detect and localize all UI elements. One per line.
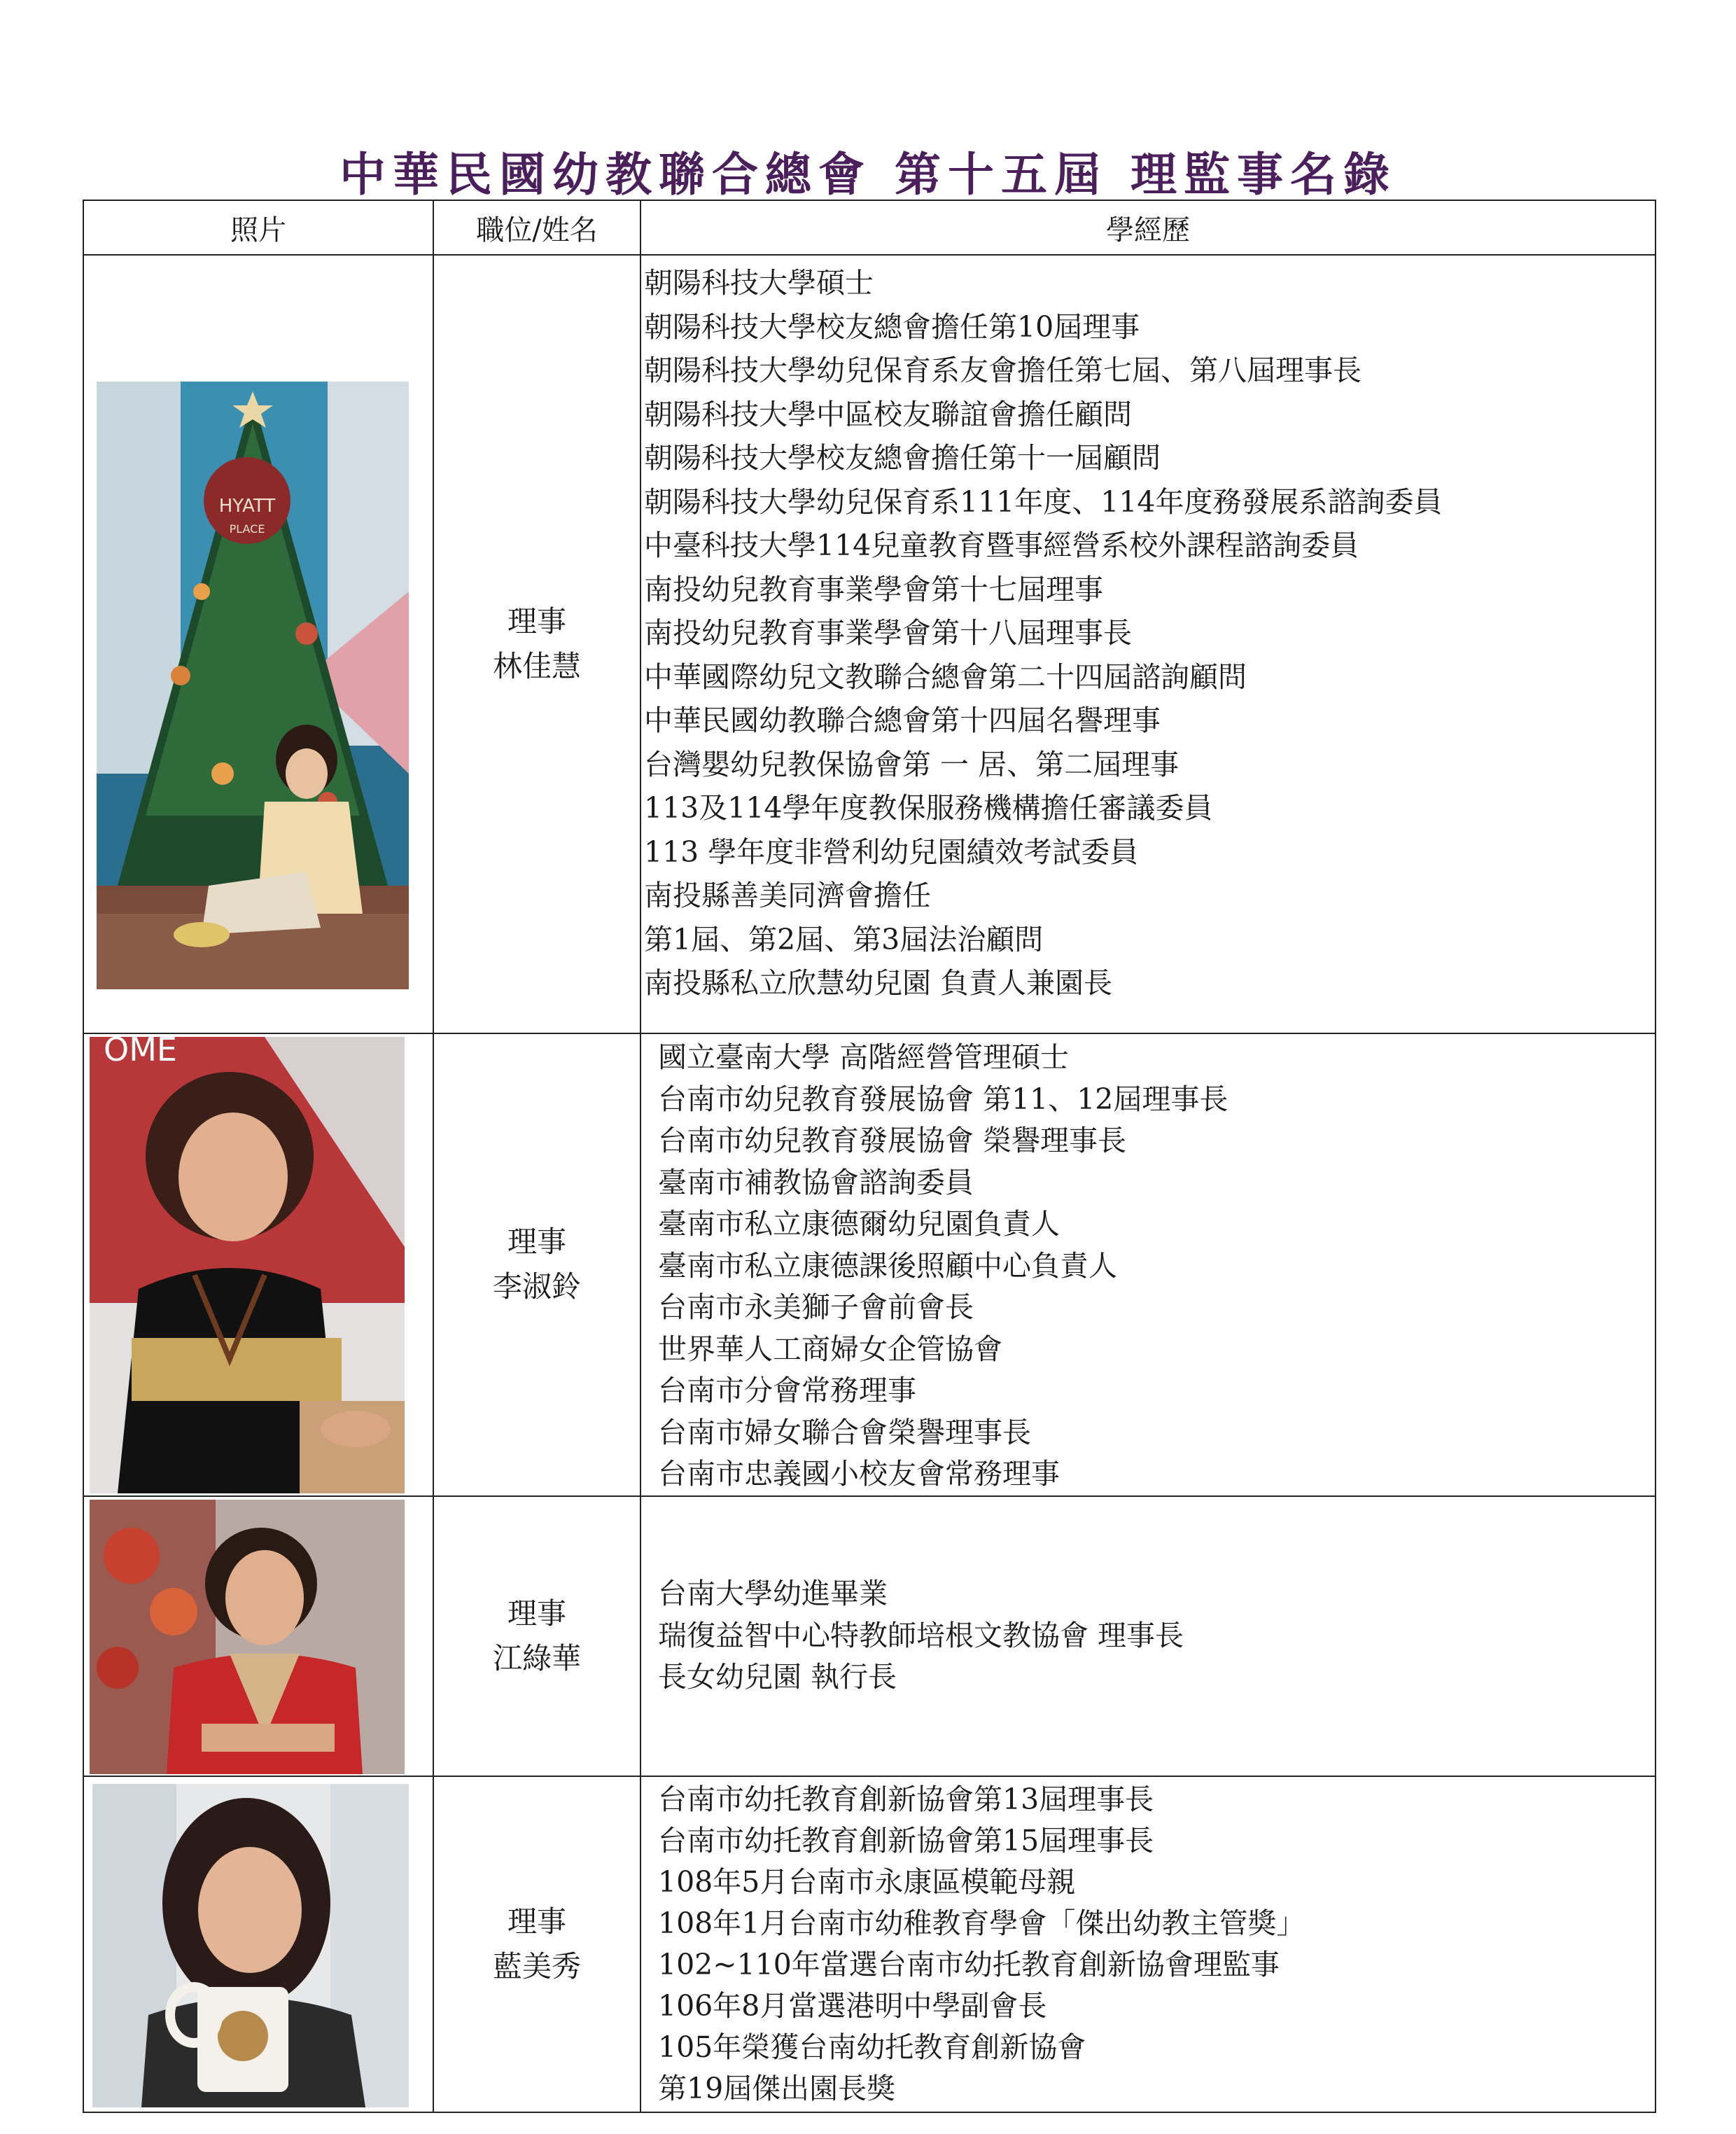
member-photo — [90, 1037, 405, 1493]
experience-item: 朝陽科技大學校友總會擔任第10屆理事 — [644, 309, 1140, 344]
photo-sign-text: HYATT — [218, 496, 276, 517]
experience-item: 朝陽科技大學校友總會擔任第十一屆顧問 — [644, 441, 1161, 475]
experience-item: 朝陽科技大學幼兒保育系111年度、114年度務發展系諮詢委員 — [644, 484, 1443, 519]
experience-cell — [640, 1033, 1656, 1496]
table-header-row — [83, 200, 1656, 255]
svg-text:PLACE: PLACE — [229, 522, 265, 536]
member-position: 理事 — [507, 604, 566, 639]
experience-list — [641, 1779, 1655, 2109]
photo-sign-text: OME — [104, 1037, 177, 1068]
board-members-table — [83, 200, 1656, 2113]
experience-item: 台南市幼托教育創新協會第15屆理事長 — [658, 1823, 1154, 1857]
experience-item: 世界華人工商婦女企管協會 — [658, 1332, 1002, 1366]
experience-item: 南投縣善美同濟會擔任 — [644, 879, 931, 912]
experience-item: 105年榮獲台南幼托教育創新協會 — [658, 2030, 1086, 2064]
header-position-name: 職位/姓名 — [433, 200, 640, 255]
experience-item: 瑞復益智中心特教師培根文教協會 理事長 — [658, 1618, 1184, 1652]
photo-cell — [83, 255, 433, 1033]
experience-item: 南投幼兒教育事業學會第十八屆理事長 — [644, 616, 1132, 650]
experience-list — [641, 1037, 1655, 1495]
photo-cell — [83, 1033, 433, 1496]
experience-item: 長女幼兒園 執行長 — [658, 1660, 897, 1694]
member-photo — [97, 382, 409, 989]
experience-item: 106年8月當選港明中學副會長 — [658, 1988, 1047, 2023]
member-photo — [90, 1500, 405, 1774]
table-row — [83, 1033, 1656, 1496]
experience-item: 中臺科技大學114兒童教育暨事經營系校外課程諮詢委員 — [644, 529, 1359, 562]
experience-item: 南投幼兒教育事業學會第十七屆理事 — [644, 572, 1103, 606]
member-name: 藍美秀 — [492, 1948, 581, 1983]
experience-list — [641, 1573, 1655, 1699]
table-row — [83, 1496, 1656, 1776]
member-position: 理事 — [507, 1225, 566, 1260]
experience-item: 台南市幼兒教育發展協會 第11、12屆理事長 — [658, 1082, 1228, 1116]
experience-item: 中華民國幼教聯合總會第十四屆名譽理事 — [644, 704, 1161, 737]
experience-item: 臺南市補教協會諮詢委員 — [658, 1165, 974, 1199]
experience-item: 第19屆傑出園長獎 — [658, 2071, 896, 2105]
photo-cell — [83, 1496, 433, 1776]
experience-item: 朝陽科技大學碩士 — [644, 266, 874, 300]
experience-item: 台南市幼兒教育發展協會 榮譽理事長 — [658, 1124, 1127, 1157]
position-name-cell — [433, 255, 640, 1033]
member-photo — [92, 1784, 409, 2107]
position-name-cell — [433, 1033, 640, 1496]
position-name-cell — [433, 1776, 640, 2112]
experience-item: 113 學年度非營利幼兒園績效考試委員 — [644, 835, 1139, 869]
experience-item: 108年5月台南市永康區模範母親 — [658, 1864, 1076, 1899]
experience-item: 臺南市私立康德爾幼兒園負責人 — [658, 1207, 1060, 1241]
table-row — [83, 1776, 1656, 2112]
photo-cell — [83, 1776, 433, 2112]
experience-item: 台南市婦女聯合會榮譽理事長 — [658, 1415, 1031, 1449]
member-name: 李淑鈴 — [492, 1269, 581, 1304]
experience-cell — [640, 1496, 1656, 1776]
experience-item: 台南大學幼進畢業 — [658, 1577, 888, 1611]
experience-cell — [640, 1776, 1656, 2112]
member-position: 理事 — [507, 1904, 566, 1939]
experience-item: 臺南市私立康德課後照顧中心負責人 — [658, 1248, 1117, 1283]
experience-item: 朝陽科技大學幼兒保育系友會擔任第七屆、第八屆理事長 — [644, 354, 1362, 387]
experience-item: 113及114學年度教保服務機構擔任審議委員 — [644, 791, 1213, 825]
header-photo: 照片 — [83, 200, 433, 255]
experience-item: 國立臺南大學 高階經營管理碩士 — [658, 1040, 1070, 1074]
experience-item: 台南市永美獅子會前會長 — [658, 1290, 974, 1324]
experience-item: 102~110年當選台南市幼托教育創新協會理監事 — [658, 1947, 1280, 1981]
experience-cell — [640, 255, 1656, 1033]
member-name: 江綠華 — [492, 1640, 581, 1675]
experience-list — [641, 256, 1655, 1005]
experience-item: 台南市幼托教育創新協會第13屆理事長 — [658, 1782, 1154, 1816]
header-experience: 學經歷 — [640, 200, 1656, 255]
table-row — [83, 255, 1656, 1033]
experience-item: 108年1月台南市幼稚教育學會「傑出幼教主管獎」 — [658, 1906, 1306, 1940]
experience-item: 南投縣私立欣慧幼兒園 負責人兼園長 — [644, 966, 1113, 1000]
position-name-cell — [433, 1496, 640, 1776]
member-position: 理事 — [507, 1596, 566, 1631]
experience-item: 中華國際幼兒文教聯合總會第二十四屆諮詢顧問 — [644, 660, 1247, 694]
member-name: 林佳慧 — [492, 649, 581, 683]
experience-item: 第1屆、第2屆、第3屆法治顧問 — [644, 922, 1044, 956]
page-title: 中華民國幼教聯合總會 第十五屆 理監事名錄 — [340, 147, 1396, 202]
experience-item: 台南市分會常務理事 — [658, 1374, 916, 1407]
experience-item: 台南市忠義國小校友會常務理事 — [658, 1457, 1060, 1491]
experience-item: 台灣嬰幼兒教保協會第 一 居、第二屆理事 — [644, 747, 1180, 781]
experience-item: 朝陽科技大學中區校友聯誼會擔任顧問 — [644, 397, 1132, 431]
